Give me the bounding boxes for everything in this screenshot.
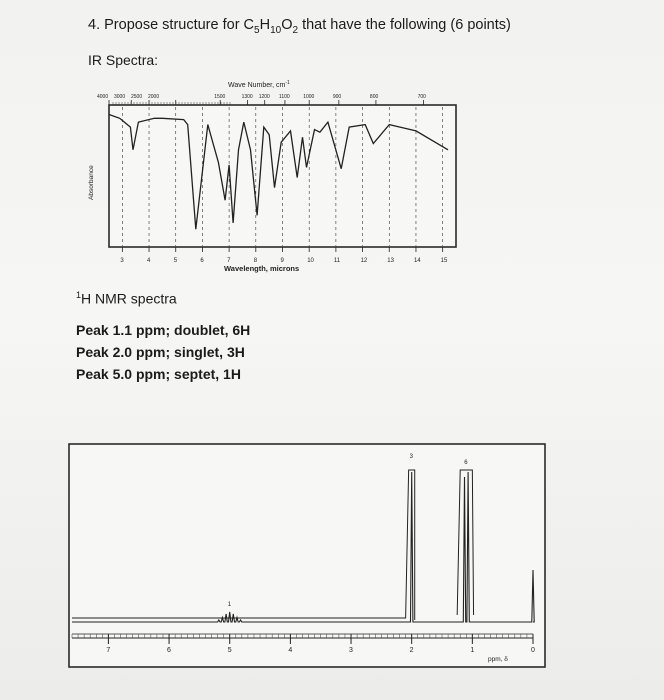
- ir-wl-tick-label: 3: [120, 258, 124, 264]
- ir-wn-tick-label: 1500: [214, 94, 226, 100]
- ir-wn-tick-label: 700: [417, 94, 426, 100]
- nmr-section-label: $^1$H NMR spectra: [76, 290, 177, 307]
- nmr-tick-label: 0: [531, 647, 535, 654]
- ir-wavenumber-ticks: [97, 94, 426, 105]
- question-text: 4. Propose structure for $C_5H_{10}O_2$ that have the following (6 points): [88, 17, 511, 36]
- ir-wn-tick-label: 1200: [258, 94, 270, 100]
- nmr-tick-label: 5: [227, 647, 232, 654]
- ir-wl-tick-label: 13: [387, 258, 394, 264]
- ir-wn-tick-label: 2500: [131, 94, 143, 100]
- ir-wn-tick-label: 3000: [114, 94, 126, 100]
- ir-wavelength-ticks: [120, 247, 448, 264]
- ir-wl-tick-label: 7: [227, 258, 231, 264]
- ir-wn-tick-label: 1300: [241, 94, 253, 100]
- nmr-tick-label: 2: [409, 647, 414, 654]
- nmr-tick-label: 4: [288, 647, 293, 654]
- ir-wn-tick-label: 900: [332, 94, 342, 100]
- nmr-int-label-3: 3: [409, 454, 414, 460]
- ir-wl-tick-label: 11: [333, 258, 341, 264]
- ir-wl-tick-label: 4: [147, 258, 151, 264]
- ir-wl-tick-label: 10: [307, 258, 314, 264]
- ir-wl-tick-label: 15: [440, 258, 448, 264]
- ir-wl-tick-label: 8: [253, 258, 258, 264]
- ir-wn-tick-label: 4000: [97, 94, 109, 100]
- ir-wl-tick-label: 5: [173, 258, 178, 264]
- ir-wn-tick-label: 1100: [278, 94, 290, 100]
- nmr-plot-frame: [69, 444, 545, 667]
- nmr-tick-label: 6: [167, 647, 171, 654]
- nmr-int-label-6: 6: [464, 460, 468, 466]
- ir-wn-tick-label: 1000: [303, 94, 315, 100]
- ir-wl-tick-label: 9: [280, 258, 284, 264]
- ir-wavenumber-title: Wave Number, $cm^{-1}$: [228, 80, 290, 89]
- nmr-tick-label: 1: [470, 647, 475, 654]
- ir-wn-tick-label: 800: [369, 94, 379, 100]
- nmr-int-label-1: 1: [227, 602, 232, 608]
- ir-section-label: IR Spectra:: [88, 52, 159, 68]
- nmr-peak-1: Peak 1.1 ppm; doublet, 6H: [76, 322, 251, 338]
- ir-wl-tick-label: 12: [360, 258, 368, 264]
- nmr-axis-label: ppm, δ: [488, 656, 508, 663]
- ir-wavelength-title: Wavelength, microns: [224, 264, 300, 273]
- nmr-tick-label: 3: [349, 647, 353, 654]
- nmr-peak-2: Peak 2.0 ppm; singlet, 3H: [76, 344, 245, 360]
- ir-wn-tick-label: 2000: [148, 94, 160, 100]
- nmr-tick-label: 7: [106, 647, 111, 654]
- ir-ylabel: Absorbance: [88, 165, 95, 200]
- nmr-peak-3: Peak 5.0 ppm; septet, 1H: [76, 366, 241, 382]
- ir-wl-tick-label: 6: [200, 258, 204, 264]
- ir-wl-tick-label: 14: [413, 258, 421, 264]
